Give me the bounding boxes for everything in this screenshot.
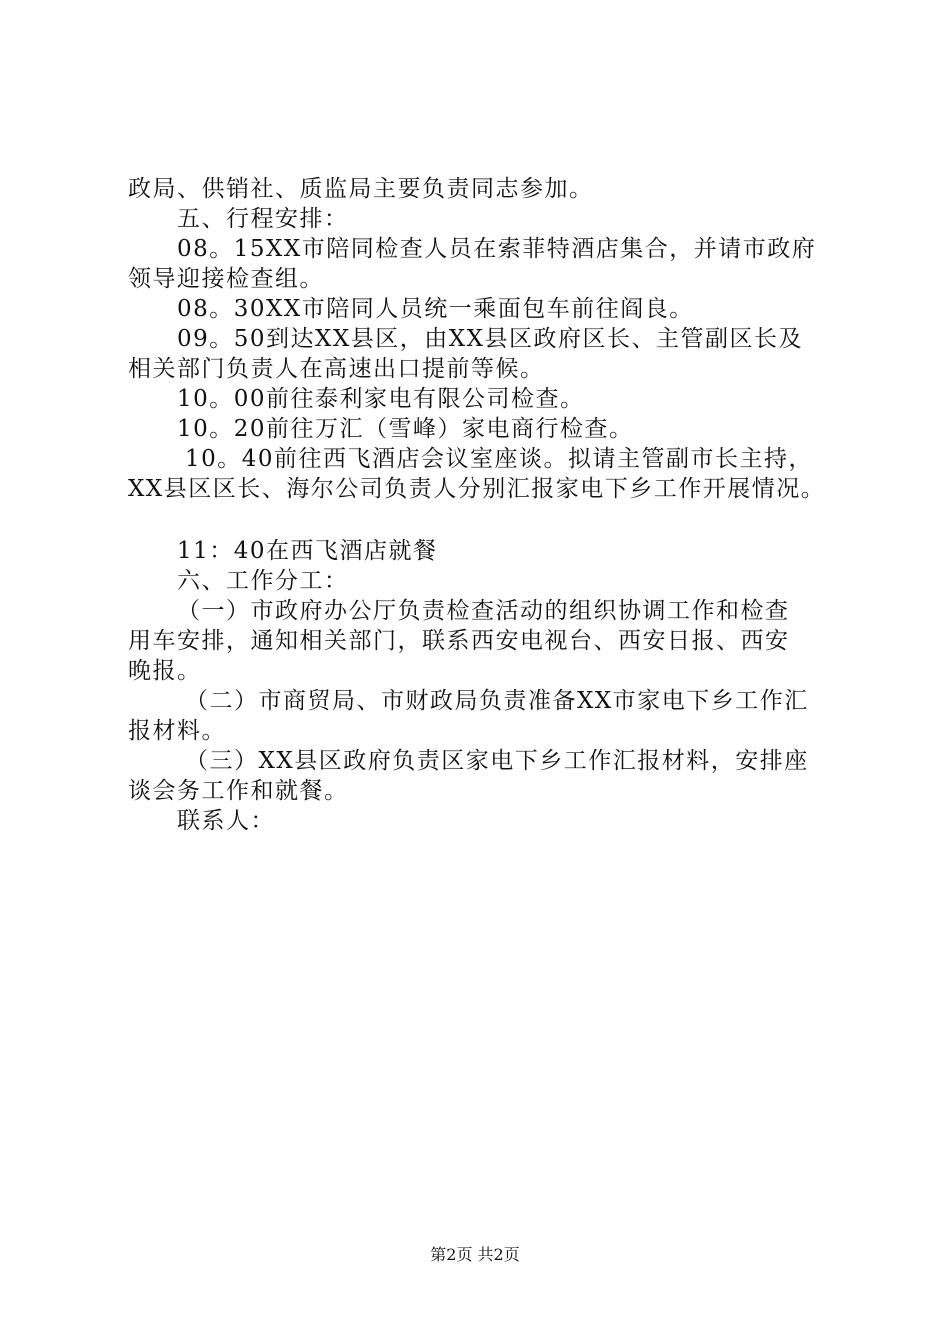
text-line: 08。15XX市陪同检查人员在索菲特酒店集合，并请市政府	[177, 236, 817, 262]
text-line: 领导迎接检查组。	[128, 266, 324, 292]
text-line: 报材料。	[128, 718, 226, 744]
text-line: 政局、供销社、质监局主要负责同志参加。	[128, 176, 594, 202]
text-line: XX县区区长、海尔公司负责人分别汇报家电下乡工作开展情况。	[128, 476, 826, 502]
paragraph-gap	[128, 504, 848, 536]
text-line: 晚报。	[128, 658, 202, 684]
contact-label: 联系人：	[177, 808, 275, 834]
document-body	[128, 174, 848, 836]
text-line: 谈会务工作和就餐。	[128, 778, 349, 804]
text-line: 11：40在西飞酒店就餐	[177, 538, 438, 564]
text-line: （二）市商贸局、市财政局负责准备XX市家电下乡工作汇	[185, 688, 809, 714]
text-line: 08。30XX市陪同人员统一乘面包车前往阎良。	[177, 296, 694, 322]
text-line: （三）XX县区政府负责区家电下乡工作汇报材料，安排座	[185, 748, 809, 774]
section-heading-schedule: 五、行程安排：	[177, 206, 349, 232]
text-line: 相关部门负责人在高速出口提前等候。	[128, 356, 545, 382]
section-heading-division: 六、工作分工：	[177, 568, 349, 594]
page-footer: 第2页 共2页	[430, 1245, 520, 1264]
text-line: 10。40前往西飞酒店会议室座谈。拟请主管副市长主持，	[185, 446, 814, 472]
text-line: 09。50到达XX县区，由XX县区政府区长、主管副区长及	[177, 326, 804, 352]
text-line: 用车安排，通知相关部门，联系西安电视台、西安日报、西安	[128, 628, 790, 654]
text-line: （一）市政府办公厅负责检查活动的组织协调工作和检查	[177, 598, 790, 624]
text-line: 10。00前往泰利家电有限公司检查。	[177, 386, 585, 412]
text-line: 10。20前往万汇（雪峰）家电商行检查。	[177, 416, 634, 442]
